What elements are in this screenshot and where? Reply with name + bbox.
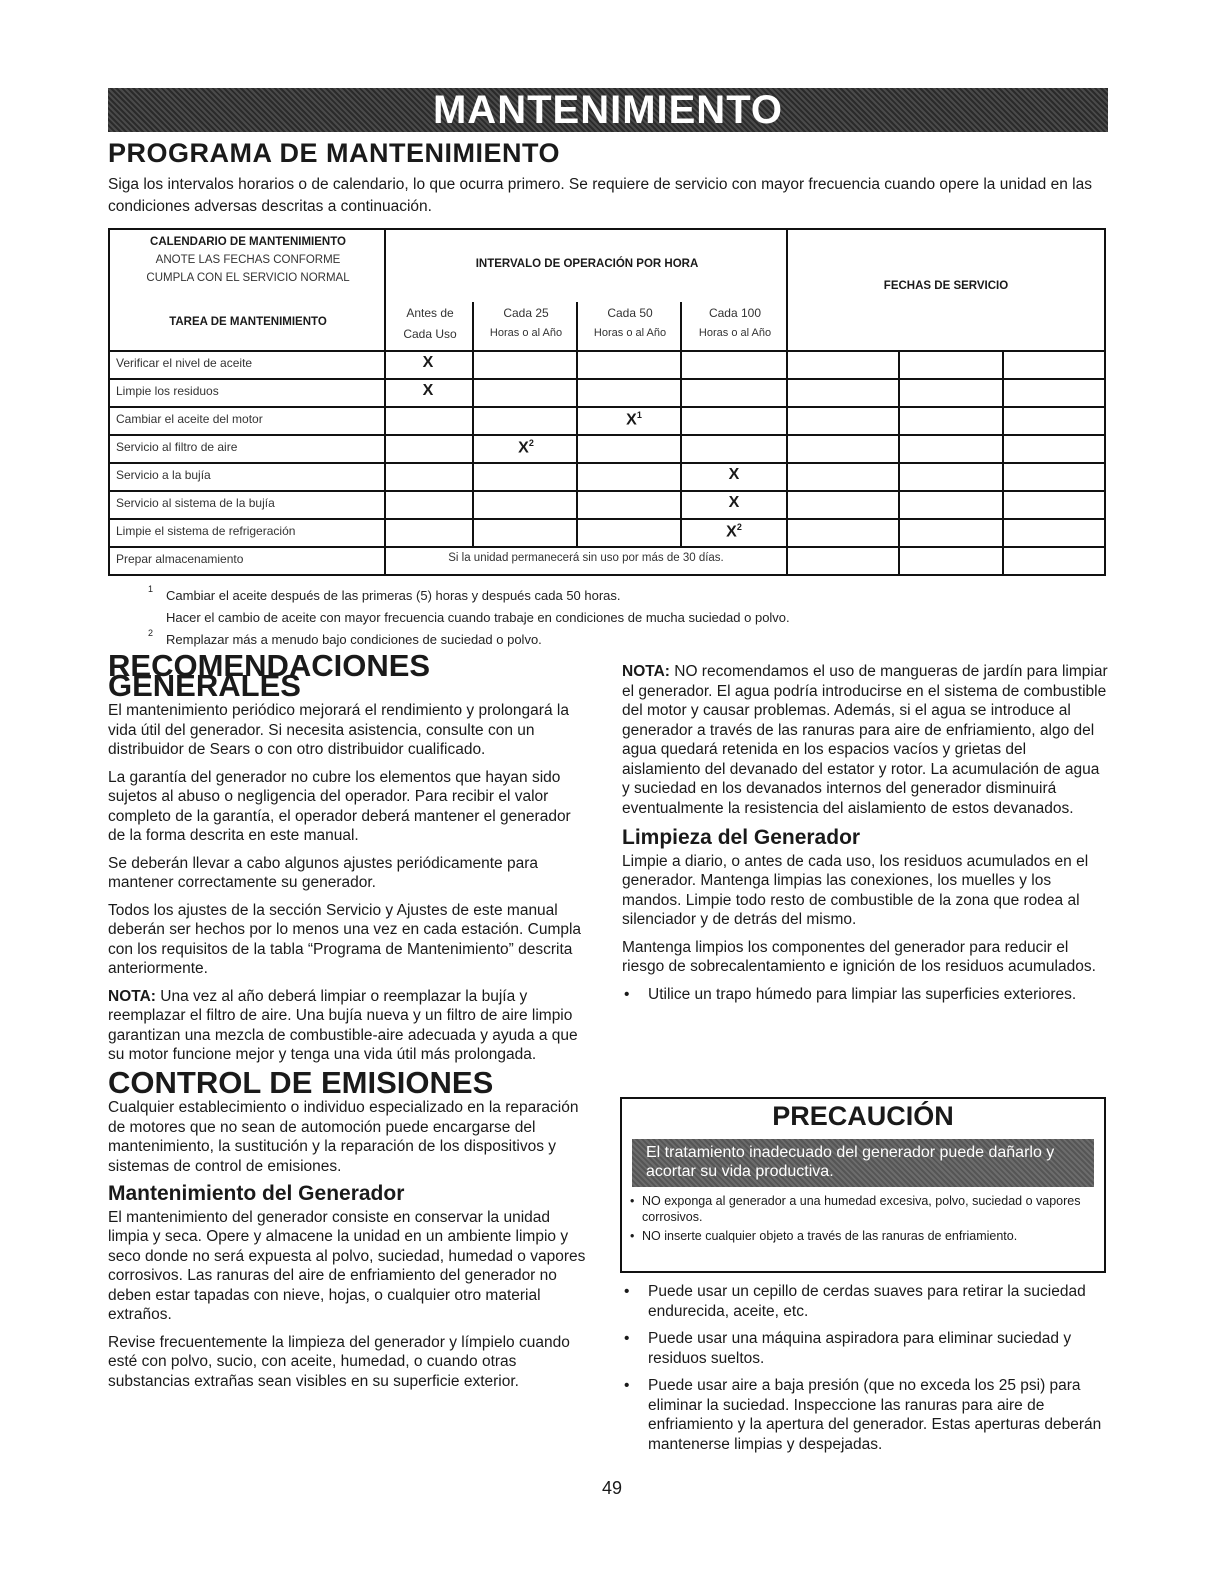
caution-item: • NO exponga al generador a una humedad excesiva, polvo, suciedad o vapores corrosivos. xyxy=(626,1193,1094,1225)
caution-box xyxy=(620,1097,1106,1273)
cleaning-paragraph: Limpie a diario, o antes de cada uso, los residuos acumulados en el generador. Mantenga limpias las conexiones, los muelles y los mandos. Limpie todo resto de combustible de la zona que rodea al silenciador y de detrás del mismo. xyxy=(622,852,1089,928)
footnote-1b: Hacer el cambio de aceite con mayor frecuencia cuando trabaje en condiciones de mucha suciedad o polvo. xyxy=(166,610,790,625)
schedule-mark: $X^2$ xyxy=(726,522,742,541)
schedule-mark: X xyxy=(728,466,740,483)
row-task-label: Verificar el nivel de aceite xyxy=(116,356,253,370)
general-paragraph: El mantenimiento periódico mejorará el rendimiento y prolongará la vida útil del generador. Si necesita asistencia, consulte con un distribuidor de Sears o con otro distribuidor cualificado. xyxy=(108,702,569,758)
general-paragraph: Se deberán llevar a cabo algunos ajustes periódicamente para mantener correctamente su generador. xyxy=(108,854,538,891)
col-100h-b: Horas o al Año xyxy=(698,327,772,339)
section-banner xyxy=(108,88,1108,132)
cleaning-bullet: • Puede usar aire a baja presión (que no exceda los 25 psi) para eliminar la suciedad. Inspeccione las ranuras para aire de enfriamiento y la apertura del generador. Estas aperturas deberán mantenerse limpias y despejadas. xyxy=(622,1376,1108,1454)
col-50h-a: Cada 50 xyxy=(607,306,653,320)
row-task-label: Limpie el sistema de refrigeración xyxy=(116,524,296,538)
cleaning-bullet: • Puede usar un cepillo de cerdas suaves para retirar la suciedad endurecida, aceite, etc. xyxy=(622,1282,1108,1321)
right-column xyxy=(622,662,1108,1012)
maintenance-paragraph: Revise frecuentemente la limpieza del generador y límpielo cuando esté con polvo, sucio, con aceite, humedad, o cuando otras substancias extrañas sean visibles en su superficie exterior. xyxy=(108,1333,570,1390)
schedule-mark: X xyxy=(422,354,434,371)
header-service-dates: FECHAS DE SERVICIO xyxy=(883,280,1009,292)
cleaning-bullet: • Utilice un trapo húmedo para limpiar las superficies exteriores. xyxy=(622,985,1108,1005)
row-task-label: Servicio al filtro de aire xyxy=(116,440,238,454)
cleaning-paragraph: Mantenga limpios los componentes del generador para reducir el riesgo de sobrecalentamiento e ignición de los residuos acumulados. xyxy=(622,938,1096,975)
general-note: NOTA: Una vez al año deberá limpiar o reemplazar la bujía y reemplazar el filtro de aire. Una bujía nueva y un filtro de aire limpio garantizan una mezcla de combustible-aire adecuada y ayuda a que su motor funcione mejor y tenga una vida útil más prolongada. xyxy=(108,987,578,1063)
header-calendar-note-2: CUMPLA CON EL SERVICIO NORMAL xyxy=(146,272,350,284)
banner-title: MANTENIMIENTO xyxy=(432,87,784,132)
col-50h-b: Horas o al Año xyxy=(593,327,667,339)
col-25h-b: Horas o al Año xyxy=(489,327,563,339)
water-note: NOTA: NO recomendamos el uso de mangueras de jardín para limpiar el generador. El agua podría introducirse en el sistema de combustible del motor y causar problemas. Además, si el agua se introduce al generador a través de las ranuras para aire de enfriamiento, algo del agua quedará retenida en los espacios vacíos y grietas del aislamiento del devanado del estator y rotor. La acumulación de agua y suciedad en los devanados internos del generador disminuirá eventualmente la resistencia del aislamiento de estos devanados. xyxy=(622,663,1108,817)
left-column xyxy=(108,648,588,1399)
cleaning-bullet: • Puede usar una máquina aspiradora para eliminar suciedad y residuos sueltos. xyxy=(622,1329,1108,1368)
schedule-mark: $X^2$ xyxy=(518,438,534,457)
schedule-intro: Siga los intervalos horarios o de calendario, lo que ocurra primero. Se requiere de servicio con mayor frecuencia cuando opere la unidad en las condiciones adversas descritas a continuación. xyxy=(108,176,1092,215)
right-column-bullets xyxy=(622,1282,1108,1462)
header-interval: INTERVALO DE OPERACIÓN POR HORA xyxy=(475,258,699,270)
caution-item: • NO inserte cualquier objeto a través de las ranuras de enfriamiento. xyxy=(626,1228,1094,1244)
footnote-1-mark: 1 xyxy=(148,584,154,594)
footnote-2-mark: 2 xyxy=(148,628,154,638)
row-task-label: Cambiar el aceite del motor xyxy=(116,412,263,426)
schedule-mark: $X^1$ xyxy=(626,410,642,429)
caution-list xyxy=(622,1187,1104,1244)
maintenance-title: Mantenimiento del Generador xyxy=(108,1182,405,1205)
row-task-label: Servicio a la bujía xyxy=(116,468,211,482)
row-task-label: Servicio al sistema de la bujía xyxy=(116,496,275,510)
emissions-paragraph: Cualquier establecimiento o individuo especializado en la reparación de motores que no sean de automoción puede encargarse del mantenimiento, la sustitución y la reparación de los dispositivos y sistemas de control de emisiones. xyxy=(108,1099,579,1175)
header-calendar-note-1: ANOTE LAS FECHAS CONFORME xyxy=(155,254,341,266)
col-25h-a: Cada 25 xyxy=(503,306,549,320)
schedule-mark: X xyxy=(728,494,740,511)
footnote-2: Remplazar más a menudo bajo condiciones de suciedad o polvo. xyxy=(166,632,542,647)
row-task-label: Limpie los residuos xyxy=(116,384,219,398)
emissions-title: CONTROL DE EMISIONES xyxy=(108,1064,494,1100)
page-number: 49 xyxy=(601,1478,623,1498)
header-task: TAREA DE MANTENIMIENTO xyxy=(169,316,327,328)
schedule-title: PROGRAMA DE MANTENIMIENTO xyxy=(108,138,561,168)
footnote-1: Cambiar el aceite después de las primeras (5) horas y después cada 50 horas. xyxy=(166,588,621,603)
header-calendar: CALENDARIO DE MANTENIMIENTO xyxy=(150,236,346,248)
col-before-use-b: Cada Uso xyxy=(403,327,457,341)
maintenance-schedule-table xyxy=(108,228,1106,576)
col-before-use-a: Antes de xyxy=(406,306,454,320)
general-title: RECOMENDACIONES GENERALES xyxy=(108,648,431,703)
caution-title: PRECAUCIÓN xyxy=(772,1101,954,1131)
col-100h-a: Cada 100 xyxy=(708,306,762,320)
general-paragraph: La garantía del generador no cubre los elementos que hayan sido sujetos al abuso o negligencia del operador. Para recibir el valor completo de la garantía, el operador deberá mantener el generador de la forma descrita en este manual. xyxy=(108,768,571,844)
storage-note: Si la unidad permanecerá sin uso por más de 30 días. xyxy=(448,552,724,564)
cleaning-title: Limpieza del Generador xyxy=(622,826,861,849)
caution-banner: El tratamiento inadecuado del generador puede dañarlo y acortar su vida productiva. xyxy=(632,1139,1094,1187)
row-task-label: Prepar almacenamiento xyxy=(116,552,244,566)
schedule-mark: X xyxy=(422,382,434,399)
general-paragraph: Todos los ajustes de la sección Servicio y Ajustes de este manual deberán ser hechos por lo menos una vez en cada estación. Cumpla con los requisitos de la tabla “Programa de Mantenimiento” descrita anteriormente. xyxy=(108,901,582,977)
maintenance-paragraph: El mantenimiento del generador consiste en conservar la unidad limpia y seca. Opere y almacene la unidad en un ambiente limpio y seco donde no será expuesta al polvo, suciedad, humedad o vapores corrosivos. Las ranuras del aire de enfriamiento del generador no deben estar tapadas con nieve, hojas, o cualquier otro material extraños. xyxy=(108,1208,586,1323)
